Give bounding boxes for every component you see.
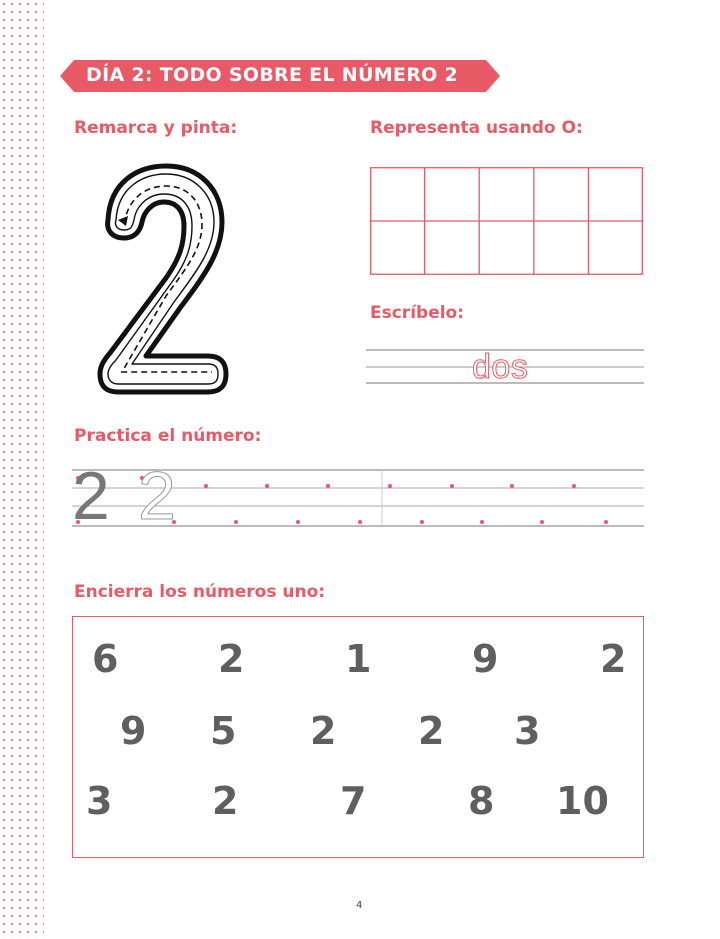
dotted-margin xyxy=(0,0,44,939)
heading-write: Escríbelo: xyxy=(370,303,465,323)
number-cell[interactable]: 2 xyxy=(600,637,627,681)
heading-represent: Representa usando O: xyxy=(370,118,583,138)
number-cell[interactable]: 7 xyxy=(340,779,367,823)
heading-trace: Remarca y pinta: xyxy=(74,118,238,138)
number-cell[interactable]: 9 xyxy=(120,709,147,753)
trace-word: dos xyxy=(472,348,529,386)
number-cell[interactable]: 10 xyxy=(556,779,609,823)
heading-practice: Practica el número: xyxy=(74,426,262,446)
page-number: 4 xyxy=(356,900,363,911)
number-cell[interactable]: 8 xyxy=(468,779,495,823)
number-cell[interactable]: 3 xyxy=(86,779,113,823)
ten-frame[interactable] xyxy=(370,167,643,275)
number-cell[interactable]: 2 xyxy=(212,779,239,823)
number-cell[interactable]: 2 xyxy=(418,709,445,753)
number-cell[interactable]: 1 xyxy=(345,637,372,681)
title-banner xyxy=(60,60,500,92)
page-title: DÍA 2: TODO SOBRE EL NÚMERO 2 xyxy=(86,64,459,86)
practice-trace-digit: 2 xyxy=(138,458,176,534)
number-cell[interactable]: 5 xyxy=(210,709,237,753)
number-cell[interactable]: 2 xyxy=(310,709,337,753)
trace-number-two[interactable] xyxy=(96,160,236,400)
practice-solid-digit: 2 xyxy=(72,458,110,534)
number-cell[interactable]: 2 xyxy=(218,637,245,681)
number-cell[interactable]: 6 xyxy=(92,637,119,681)
number-cell[interactable]: 3 xyxy=(514,709,541,753)
number-cell[interactable]: 9 xyxy=(472,637,499,681)
heading-circle: Encierra los números uno: xyxy=(74,582,326,602)
